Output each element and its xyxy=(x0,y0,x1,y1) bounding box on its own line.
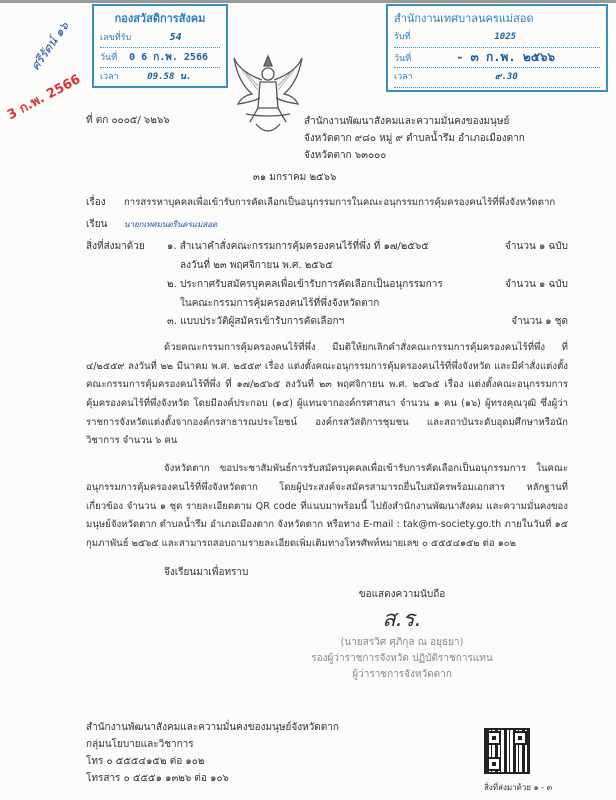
footer-fax: โทรสาร ๐ ๕๕๕๑ ๑๓๒๖ ต่อ ๑๐๖ xyxy=(86,773,229,785)
letter-body xyxy=(86,194,568,787)
stamp-time-row xyxy=(394,70,600,88)
stamp-date-label: วันที่ xyxy=(100,53,118,63)
enclosures-label: สิ่งที่ส่งมาด้วย xyxy=(86,241,145,253)
sender-address-line: จังหวัดตาก ๙๘๐ หมู่ ๙ ตำบลน้ำรึม อำเภอเมืองตาก xyxy=(304,133,525,144)
stamp-receive-row xyxy=(394,30,600,48)
stamp-time-label: เวลา xyxy=(394,72,413,82)
to-row xyxy=(86,216,568,235)
body-paragraph: จังหวัดตาก ขอประชาสัมพันธ์การรับสมัครบุคคลเพื่อเข้ารับการคัดเลือกเป็นอนุกรรมการ ในคณะอนุกรรมการคุ้มครองคนไร้ที่พึ่งจังหวัดตาก โดยผู้ประสงค์จะสมัครสามารถยื่นใบสมัครพร้อมเอกสาร หลักฐานที่เกี่ยวข้อง จำนวน ๑ ชุด รายละเอียดตาม QR code ที่แนบมาพร้อมนี้ ไปยังสำนักงานพัฒนาสังคม และความมั่นคงของมนุษย์จังหวัดตาก ตำบลน้ำรึม อำเภอเมืองตาก จังหวัดตาก หรือทาง E-mail : tak@m-society.go.th ภายในวันที่ ๑๕ กุมภาพันธ์ ๒๕๖๕ และสามารถสอบถามรายละเอียดเพิ่มเติมทางโทรศัพท์หมายเลข ๐ ๕๕๕๔๑๕๒ ต่อ ๑๐๒ xyxy=(86,463,568,549)
stamp-time-label: เวลา xyxy=(100,72,119,82)
stamp-receive-no: 1025 xyxy=(494,32,517,42)
qr-caption: สิ่งที่ส่งมาด้วย ๑ - ๓ xyxy=(484,783,553,792)
subject-row xyxy=(86,194,568,213)
handwritten-note: ศรีรัตน์ ๑๖ xyxy=(28,19,72,73)
signature: ส.ร. xyxy=(382,607,422,633)
stamp-title: สำนักงานเทศบาลนครแม่สอด xyxy=(394,12,534,25)
stamp-receive-no: 54 xyxy=(169,32,182,43)
signer-title: ผู้ว่าราชการจังหวัดตาก xyxy=(352,669,452,681)
stamp-date: - ๓ ก.พ. ๒๕๖๖ xyxy=(456,50,556,64)
footer-division: กลุ่มนโยบายและวิชาการ xyxy=(86,739,194,751)
sender-address-line: จังหวัดตาก ๖๓๐๐๐ xyxy=(304,150,387,161)
footer-phone: โทร ๐ ๕๕๕๔๑๕๒ ต่อ ๑๐๒ xyxy=(86,756,205,768)
stamp-time-row xyxy=(100,70,220,88)
enclosure-qty: จำนวน ๑ ฉบับ xyxy=(505,241,568,253)
stamp-time: ๙.30 xyxy=(494,72,518,82)
footer xyxy=(86,719,466,787)
stamp-date-row xyxy=(394,50,600,68)
subject: การสรรหาบุคคลเพื่อเข้ารับการคัดเลือกเป็นอนุกรรมการในคณะอนุกรรมการคุ้มครองคนไร้ที่พึ่งจังหวัดตาก xyxy=(124,197,556,208)
signer-name: (นายสรวิศ ศุภิกุล ณ อยุธยา) xyxy=(340,637,464,649)
closing-request: จึงเรียนมาเพื่อทราบ xyxy=(164,566,249,578)
signer-title: รองผู้ว่าราชการจังหวัด ปฏิบัติราชการแทน xyxy=(311,653,493,665)
qr-code-icon xyxy=(484,728,530,774)
footer-office: สำนักงานพัฒนาสังคมและความมั่นคงของมนุษย์จังหวัดตาก xyxy=(86,722,339,734)
enclosure-item: ๑. สำเนาคำสั่งคณะกรรมการคุ้มครองคนไร้ที่พึ่ง ที่ ๑๗/๒๕๖๕ xyxy=(167,241,429,253)
stamp-receive-no-label: รับที่ xyxy=(394,32,411,42)
enclosure-item: ๓. แบบประวัติผู้สมัครเข้ารับการคัดเลือกฯ xyxy=(167,316,345,328)
enclosure-qty: จำนวน ๑ ชุด xyxy=(511,316,568,328)
to-label: เรียน xyxy=(86,218,108,230)
closing: ขอแสดงความนับถือ xyxy=(358,589,446,601)
enclosures xyxy=(86,238,568,332)
sender-address-line: สำนักงานพัฒนาสังคมและความมั่นคงของมนุษย์ xyxy=(304,116,510,127)
received-stamp-right xyxy=(386,4,608,92)
stamp-date: 0 6 ก.พ. 2566 xyxy=(129,52,208,63)
garuda-emblem-icon xyxy=(232,52,304,138)
received-stamp-left xyxy=(92,4,228,88)
document-date: ๓๑ มกราคม ๒๕๖๖ xyxy=(253,172,337,183)
enclosure-item: ลงวันที่ ๒๓ พฤศจิกายน พ.ศ. ๒๕๖๕ xyxy=(180,260,333,272)
to-recipient: นายกเทศมนตรีนครแม่สอด xyxy=(124,219,218,229)
red-date-stamp: 3 ก.พ. 2566 xyxy=(4,72,84,124)
document-number: ที่ ตก ๐๐๐๕/ ๖๒๖๖ xyxy=(86,115,170,126)
stamp-date-row xyxy=(100,50,220,68)
enclosure-item: ในคณะกรรมการคุ้มครองคนไร้ที่พึ่งจังหวัดตาก xyxy=(180,297,380,309)
stamp-date-label: วันที่ xyxy=(394,54,412,64)
enclosure-item: ๒. ประกาศรับสมัครบุคคลเพื่อเข้ารับการคัดเลือกเป็นอนุกรรมการ xyxy=(167,278,443,290)
stamp-time: 09.58 น. xyxy=(147,72,192,82)
stamp-title: กองสวัสดิการสังคม xyxy=(114,12,206,25)
subject-label: เรื่อง xyxy=(86,197,106,208)
body-paragraph: ด้วยคณะกรรมการคุ้มครองคนไร้ที่พึ่ง มีมติให้ยกเลิกคำสั่งคณะกรรมการคุ้มครองคนไร้ที่พึ่ง ที่ ๔/๒๕๕๙ ลงวันที่ ๒๒ มีนาคม พ.ศ. ๒๕๕๙ เรื่อง แต่งตั้งคณะอนุกรรมการคุ้มครองคนไร้ที่พึ่งจังหวัด และมีคำสั่งแต่งตั้งคณะกรรมการคุ้มครองคนไร้ที่พึ่ง ที่ ๑๗/๒๕๖๕ ลงวันที่ ๒๓ พฤศจิกายน พ.ศ. ๒๕๖๕ เรื่อง แต่งตั้งคณะอนุกรรมการคุ้มครองคนไร้ที่พึ่งจังหวัด โดยมีองค์ประกอบ (๑๕) ผู้แทนจากองค์กรศาสนา จำนวน ๑ คน (๑๖) ผู้ทรงคุณวุฒิ ซึ่งผู้ว่าราชการจังหวัดแต่งตั้งจากองค์กรสาธารณประโยชน์ องค์กรสวัสดิการชุมชน และสถาบันระดับอุดมศึกษาหรือนักวิชาการ จำนวน ๖ คน xyxy=(86,341,568,447)
scan-edge xyxy=(0,0,616,3)
enclosure-qty: จำนวน ๑ ฉบับ xyxy=(505,278,568,290)
stamp-receive-row xyxy=(100,30,220,48)
stamp-receive-no-label: เลขที่รับ xyxy=(100,33,132,43)
